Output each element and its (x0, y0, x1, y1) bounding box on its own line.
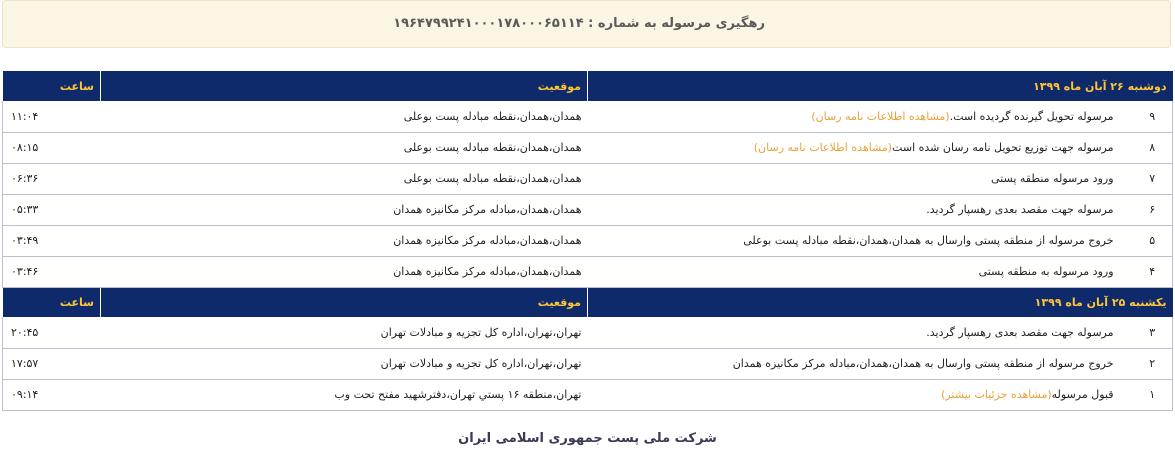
event-description: قبول مرسوله (1051, 388, 1114, 401)
event-location: تهران،منطقه ۱۶ پستي تهران،دفترشهید مفتح تحت وب (101, 379, 588, 410)
event-location: همدان،همدان،نقطه مبادله پست بوعلی (101, 101, 588, 132)
event-time: ۰۹:۱۴ (3, 379, 101, 410)
time-column-header: ساعت (59, 295, 94, 309)
event-location: همدان،همدان،نقطه مبادله پست بوعلی (101, 132, 588, 163)
tracking-table (2, 71, 1173, 411)
event-time: ۱۷:۵۷ (3, 348, 101, 379)
event-description-cell (588, 194, 1118, 225)
event-number: ۱ (1118, 379, 1173, 410)
event-number: ۶ (1118, 194, 1173, 225)
event-location: تهران،تهران،اداره کل تجزیه و مبادلات تهران (101, 348, 588, 379)
event-time: ۰۸:۱۵ (3, 132, 101, 163)
event-location: همدان،همدان،مبادله مرکز مکانیزه همدان (101, 225, 588, 256)
table-row (3, 256, 1173, 287)
day-header-row (3, 287, 1173, 317)
event-description-cell (588, 317, 1118, 348)
event-description-cell (588, 132, 1118, 163)
event-number: ۷ (1118, 163, 1173, 194)
day-date-label: یکشنبه ۲۵ آبان ماه ۱۳۹۹ (588, 287, 1173, 317)
event-description-cell (588, 101, 1118, 132)
event-location: همدان،همدان،نقطه مبادله پست بوعلی (101, 163, 588, 194)
location-column-header: موقعیت (101, 71, 588, 101)
event-description-cell (588, 225, 1118, 256)
day-header-row (3, 71, 1173, 101)
footer-company-name: شرکت ملی پست جمهوری اسلامی ایران (458, 431, 717, 446)
event-description: ورود مرسوله منطقه پستی (991, 172, 1114, 185)
event-location: همدان،همدان،مبادله مرکز مکانیزه همدان (101, 194, 588, 225)
event-number: ۴ (1118, 256, 1173, 287)
event-number: ۵ (1118, 225, 1173, 256)
event-time: ۰۶:۳۶ (3, 163, 101, 194)
details-link[interactable]: (مشاهده اطلاعات نامه رسان) (811, 109, 950, 123)
event-description: مرسوله تحویل گیرنده گردیده است. (949, 109, 1114, 123)
event-description-cell (588, 348, 1118, 379)
table-row (3, 225, 1173, 256)
event-location: تهران،تهران،اداره کل تجزیه و مبادلات تهران (101, 317, 588, 348)
event-description-cell (588, 256, 1118, 287)
event-description: مرسوله جهت مقصد بعدی رهسپار گردید. (926, 325, 1114, 339)
event-description-cell (588, 379, 1118, 410)
event-description: مرسوله جهت توزیع تحویل نامه رسان شده است (892, 141, 1114, 154)
event-description: مرسوله جهت مقصد بعدی رهسپار گردید. (926, 203, 1114, 216)
event-description: ورود مرسوله به منطقه پستی (978, 265, 1114, 278)
table-row (3, 379, 1173, 410)
event-location: همدان،همدان،مبادله مرکز مکانیزه همدان (101, 256, 588, 287)
day-date-label: دوشنبه ۲۶ آبان ماه ۱۳۹۹ (588, 71, 1173, 101)
event-number: ۸ (1118, 132, 1173, 163)
event-description-cell (588, 163, 1118, 194)
table-row (3, 132, 1173, 163)
table-row (3, 194, 1173, 225)
details-link[interactable]: (مشاهده جزئیات بیشتر) (941, 388, 1052, 401)
event-number: ۲ (1118, 348, 1173, 379)
event-number: ۳ (1118, 317, 1173, 348)
time-column-header: ساعت (59, 79, 94, 93)
table-row (3, 163, 1173, 194)
event-time: ۲۰:۴۵ (3, 317, 101, 348)
event-time: ۰۳:۴۹ (3, 225, 101, 256)
event-number: ۹ (1118, 101, 1173, 132)
tracking-banner (2, 0, 1171, 48)
event-time: ۰۳:۴۶ (3, 256, 101, 287)
details-link[interactable]: (مشاهده اطلاعات نامه رسان) (753, 141, 893, 154)
event-time: ۱۱:۰۴ (3, 101, 101, 132)
event-description: خروج مرسوله از منطقه پستی وارسال به همدان،همدان،نقطه مبادله پست بوعلی (743, 234, 1114, 247)
location-column-header: موقعیت (101, 287, 588, 317)
tracking-title: رهگیری مرسوله به شماره : ۱۹۶۴۷۹۹۲۴۱۰۰۰۱۷۸۰۰۰۶۵۱۱۴ (393, 16, 765, 31)
table-row (3, 101, 1173, 132)
table-row (3, 317, 1173, 348)
table-row (3, 348, 1173, 379)
event-time: ۰۵:۳۳ (3, 194, 101, 225)
event-description: خروج مرسوله از منطقه پستی وارسال به همدان،همدان،مبادله مرکز مکانیزه همدان (732, 357, 1114, 370)
